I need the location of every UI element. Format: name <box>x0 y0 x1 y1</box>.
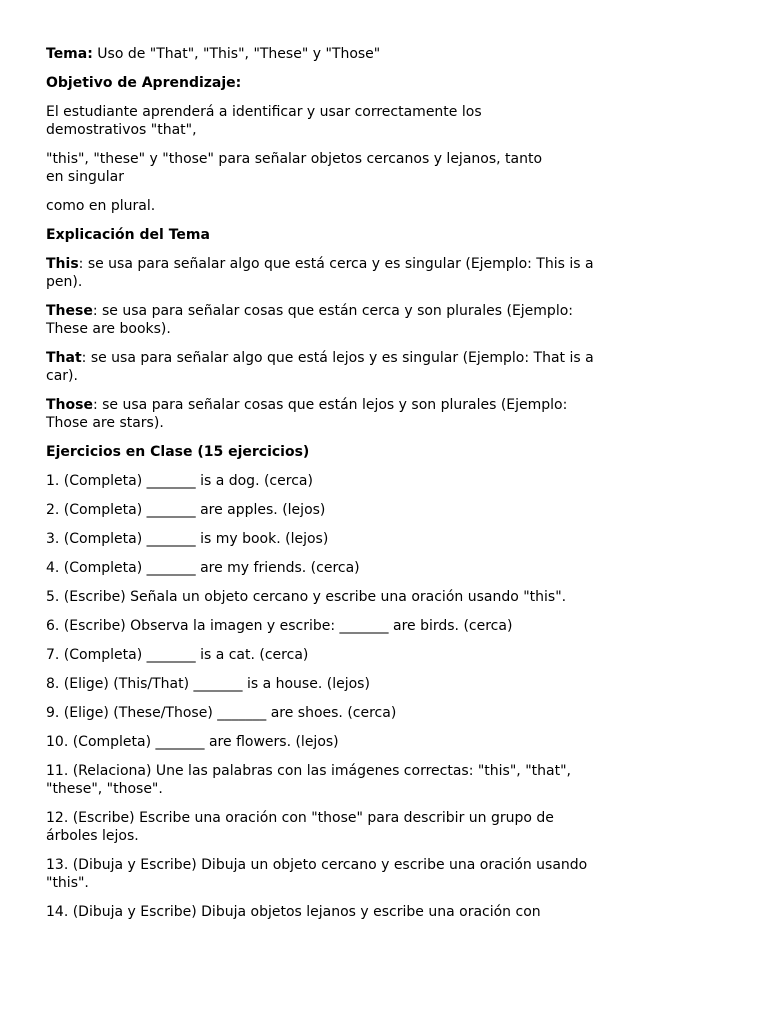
objective-heading: Objetivo de Aprendizaje: <box>46 75 242 91</box>
explanation-text: : se usa para señalar cosas que están cerca y son plurales (Ejemplo: These are books). <box>46 303 573 337</box>
explanation-item-that <box>46 349 606 385</box>
explanation-item-these <box>46 302 606 338</box>
explanation-term: These <box>46 303 93 319</box>
topic-label: Tema: <box>46 46 93 62</box>
exercise-item: 9. (Elige) (These/Those) _______ are shoes. (cerca) <box>46 705 397 721</box>
objective-paragraph-3: como en plural. <box>46 198 156 214</box>
exercise-item: 6. (Escribe) Observa la imagen y escribe: _______ are birds. (cerca) <box>46 618 513 634</box>
exercise-item: 12. (Escribe) Escribe una oración con "those" para describir un grupo de árboles lejos. <box>46 810 554 844</box>
exercise-item: 14. (Dibuja y Escribe) Dibuja objetos lejanos y escribe una oración con <box>46 904 541 920</box>
exercise-item: 3. (Completa) _______ is my book. (lejos) <box>46 531 329 547</box>
objective-paragraph-2: "this", "these" y "those" para señalar objetos cercanos y lejanos, tanto en singular <box>46 151 543 185</box>
exercise-item: 2. (Completa) _______ are apples. (lejos) <box>46 502 326 518</box>
explanation-text: : se usa para señalar algo que está cerca y es singular (Ejemplo: This is a pen). <box>46 256 594 290</box>
explanation-text: : se usa para señalar algo que está lejos y es singular (Ejemplo: That is a car). <box>46 350 594 384</box>
explanation-term: Those <box>46 397 93 413</box>
exercise-item: 4. (Completa) _______ are my friends. (cerca) <box>46 560 360 576</box>
explanation-item-this <box>46 255 606 291</box>
objective-paragraph-1: El estudiante aprenderá a identificar y usar correctamente los demostrativos "that", <box>46 104 482 138</box>
exercise-item: 13. (Dibuja y Escribe) Dibuja un objeto cercano y escribe una oración usando "this". <box>46 857 588 891</box>
explanation-term: That <box>46 350 82 366</box>
explanation-heading: Explicación del Tema <box>46 227 210 243</box>
topic-text: Uso de "That", "This", "These" y "Those" <box>92 46 381 62</box>
exercises-heading: Ejercicios en Clase (15 ejercicios) <box>46 444 310 460</box>
document-page <box>46 45 606 932</box>
topic-line <box>46 45 606 63</box>
explanation-term: This <box>46 256 79 272</box>
explanation-item-those <box>46 396 606 432</box>
exercise-item: 7. (Completa) _______ is a cat. (cerca) <box>46 647 309 663</box>
exercise-item: 8. (Elige) (This/That) _______ is a house. (lejos) <box>46 676 370 692</box>
exercise-item: 10. (Completa) _______ are flowers. (lejos) <box>46 734 339 750</box>
exercise-item: 11. (Relaciona) Une las palabras con las imágenes correctas: "this", "that", "these", "those". <box>46 763 571 797</box>
explanation-text: : se usa para señalar cosas que están lejos y son plurales (Ejemplo: Those are stars). <box>46 397 568 431</box>
exercise-item: 1. (Completa) _______ is a dog. (cerca) <box>46 473 313 489</box>
exercise-item: 5. (Escribe) Señala un objeto cercano y escribe una oración usando "this". <box>46 589 567 605</box>
